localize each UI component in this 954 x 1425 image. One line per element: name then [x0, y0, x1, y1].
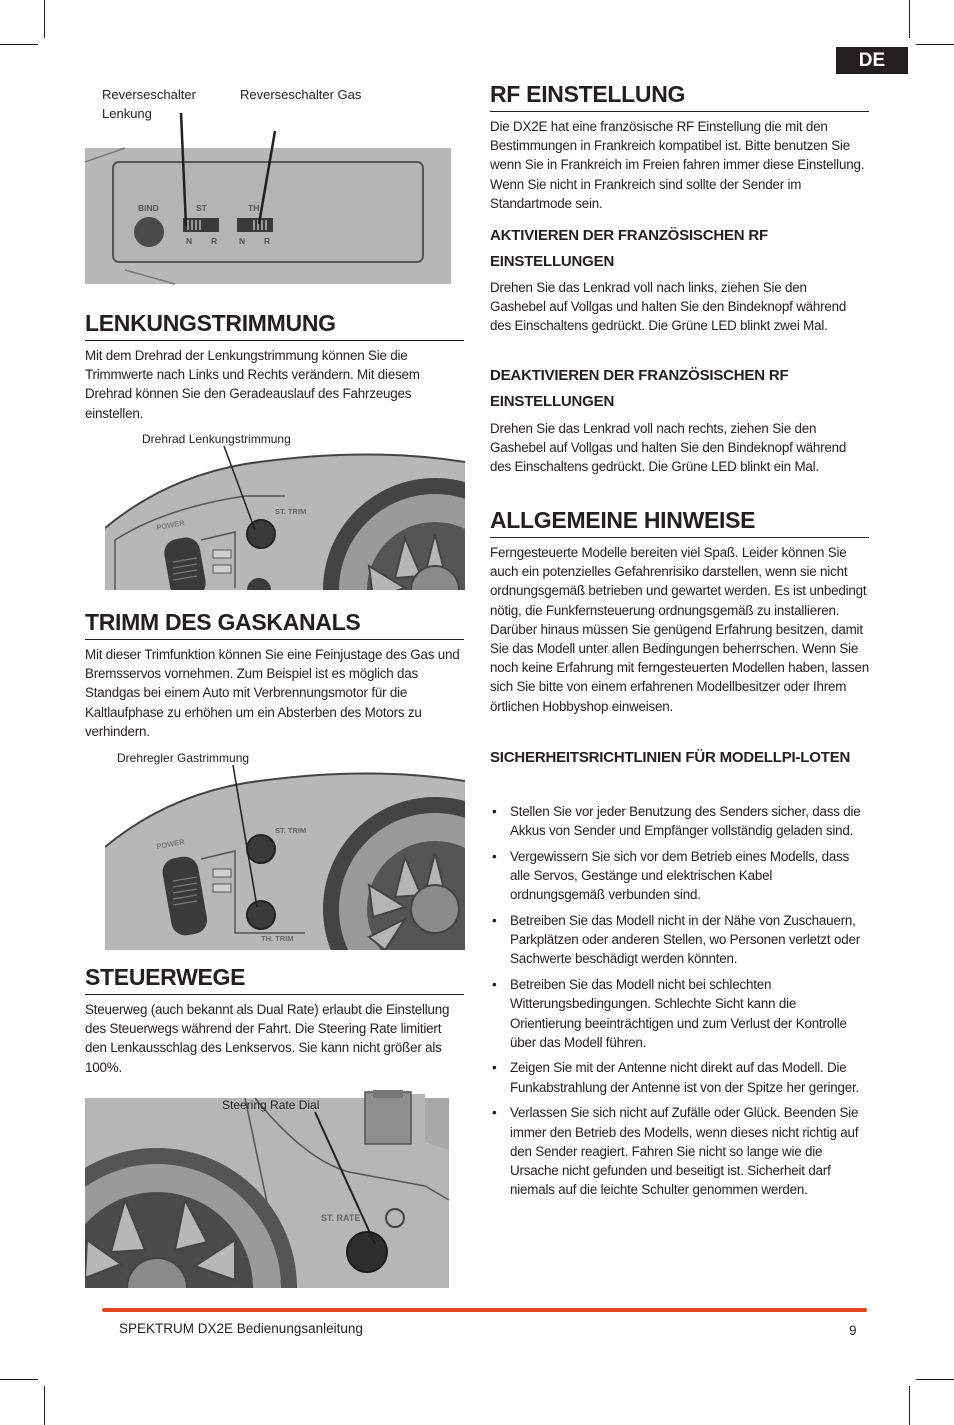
n-label: N — [239, 236, 246, 246]
figure-label-throttle-trim: Drehregler Gastrimmung — [117, 751, 250, 765]
steering-trim-dial[interactable] — [247, 835, 275, 863]
throttle-trim-figure — [105, 757, 465, 950]
figure-label-steering-trim: Drehrad Lenkungstrimmung — [142, 432, 291, 446]
section-title-rf-einstellung: RF EINSTELLUNG — [490, 81, 869, 112]
list-item: • Vergewissern Sie sich vor dem Betrieb eines Modells, dass alle Servos, Gestänge und elektrischen Kabel ordnungsgemäß verbunden sind. — [490, 847, 868, 905]
section-title-steuerwege: STEUERWEGE — [85, 964, 464, 995]
crop-mark — [0, 1379, 38, 1380]
figure-label-throttle-reverse: Reverseschalter Gas — [240, 87, 362, 102]
crop-mark — [44, 0, 45, 38]
section-text-steuerwege: Steuerweg (auch bekannt als Dual Rate) erlaubt die Einstellung des Steuerwegs während der Fahrt. Die Steering Rate limitiert den Lenkausschlag des Lenkservos. Sie kann nicht größer als 100%. — [85, 1002, 450, 1075]
crop-mark — [0, 44, 38, 45]
n-label: N — [186, 236, 193, 246]
footer-title: SPEKTRUM DX2E Bedienungsanleitung — [119, 1321, 363, 1336]
crop-mark — [909, 1386, 910, 1425]
st-label: ST — [196, 203, 207, 213]
list-item: • Zeigen Sie mit der Antenne nicht direkt auf das Modell. Die Funkabstrahlung der Antenne ist von der Spitze her geringer. — [490, 1058, 868, 1096]
reverse-switch-figure — [85, 100, 465, 286]
r-label: R — [264, 236, 271, 246]
r-label: R — [211, 236, 218, 246]
st-trim-label: ST. TRIM — [275, 826, 307, 835]
st-rate-label: ST. RATE — [321, 1213, 361, 1223]
crop-mark — [44, 1386, 45, 1425]
language-tab: DE — [836, 47, 908, 74]
section-title-allgemeine-hinweise: ALLGEMEINE HINWEISE — [490, 507, 869, 538]
section-title-trimm-gaskanal: TRIMM DES GASKANALS — [85, 609, 464, 640]
subsection-text-aktivieren: Drehen Sie das Lenkrad voll nach links, ziehen Sie den Gashebel auf Vollgas und halten Sie den Bindeknopf während des Einschaltens gedrückt. Die Grüne LED blinkt zwei Mal. — [490, 280, 847, 334]
list-item: • Betreiben Sie das Modell nicht in der Nähe von Zuschauern, Parkplätzen oder anderen Stellen, wo Personen verletzt oder Sachwerte beschädigt werden könnten. — [490, 911, 868, 969]
footer-rule — [102, 1308, 867, 1312]
list-item: • Verlassen Sie sich nicht auf Zufälle oder Glück. Beenden Sie immer den Betrieb des Modells, wenn dieses nicht richtig auf den Sender reagiert. Fahren Sie nicht so lange wie die Ursache nicht gefunden und beseitigt ist. Sicherheit darf niemals auf die leichte Schulter genommen werden. — [490, 1103, 868, 1199]
section-text-trimm-gaskanal: Mit dieser Trimfunktion können Sie eine Feinjustage des Gas und Bremsservos vornehmen. Zum Beispiel ist es möglich das Standgas bei einem Auto mit Verbrennungsmotor für die Kaltlaufphase zu erhöhen um ein Absterben des Motors zu verhindern. — [85, 647, 460, 739]
th-trim-label: TH. TRIM — [261, 934, 294, 943]
crop-mark — [916, 1379, 954, 1380]
th-label: TH — [248, 203, 260, 213]
section-text-allgemeine-hinweise: Ferngesteuerte Modelle bereiten viel Spaß. Leider können Sie auch ein potenzielles Gefahrenrisiko darstellen, wenn sie nicht ordnungsgemäß betrieben und gewartet werden. Es ist unbedingt nötig, die Funkfernsteuerung ordnungsgemäß zu installieren. Darüber hinaus müssen Sie genügend Erfahrung besitzen, damit Sie das Modell unter allen Bedingungen beherrschen. Wenn Sie noch keine Erfahrung mit ferngesteuerten Modellen haben, lassen sich Sie bitte von einem erfahrenen Modellbesitzer oder Ihrem örtlichen Hobbyshop einweisen. — [490, 545, 869, 714]
steering-trim-figure — [105, 438, 465, 590]
steering-reverse-switch[interactable] — [183, 218, 219, 232]
steering-rate-figure — [85, 1090, 465, 1288]
crop-mark — [909, 0, 910, 38]
subsection-title-aktivieren: AKTIVIEREN DER FRANZÖSISCHEN RF EINSTELLUNGEN — [490, 227, 768, 270]
bind-label: BIND — [138, 203, 159, 213]
subsection-title-sicherheitsrichtlinien: SICHERHEITSRICHTLINIEN FÜR MODELLPI-LOTEN — [490, 749, 851, 766]
power-label: POWER — [155, 837, 186, 851]
throttle-trim-dial[interactable] — [247, 901, 275, 929]
throttle-reverse-switch[interactable] — [237, 218, 273, 232]
st-trim-label: ST. TRIM — [275, 507, 307, 516]
figure-label-steering-reverse: Reverseschalter Lenkung — [102, 87, 196, 121]
steering-trim-dial[interactable] — [247, 520, 275, 548]
section-text-lenkungstrimmung: Mit dem Drehrad der Lenkungstrimmung können Sie die Trimmwerte nach Links und Rechts verändern. Mit diesem Drehrad können Sie den Geradeauslauf des Fahrzeuges einstellen. — [85, 348, 420, 421]
subsection-text-deaktivieren: Drehen Sie das Lenkrad voll nach rechts, ziehen Sie den Gashebel auf Vollgas und halten Sie den Bindeknopf während des Einschaltens gedrückt. Die Grüne LED blinkt ein Mal. — [490, 421, 847, 475]
power-label: POWER — [155, 518, 186, 532]
subsection-title-deaktivieren: DEAKTIVIEREN DER FRANZÖSISCHEN RF EINSTELLUNGEN — [490, 367, 789, 410]
safety-guidelines-list — [490, 802, 868, 1206]
crop-mark — [916, 44, 954, 45]
page-number: 9 — [849, 1323, 857, 1338]
section-text-rf-einstellung: Die DX2E hat eine französische RF Einstellung die mit den Bestimmungen in Frankreich kompatibel ist. Bitte benutzen Sie wenn Sie in Frankreich im Freien fahren immer diese Einstellung. Wenn Sie nicht in Frankreich sind sollte der Sender im Standartmode sein. — [490, 119, 865, 211]
figure-label-steering-rate: Steering Rate Dial — [222, 1098, 320, 1112]
list-item: • Betreiben Sie das Modell nicht bei schlechten Witterungsbedingungen. Schlechte Sicht kann die Orientierung beeinträchtigen und zum Verlust der Kontrolle über das Modell führen. — [490, 975, 868, 1052]
steering-rate-dial[interactable] — [347, 1232, 387, 1272]
list-item: • Stellen Sie vor jeder Benutzung des Senders sicher, dass die Akkus von Sender und Empfänger vollständig geladen sind. — [490, 802, 868, 840]
section-title-lenkungstrimmung: LENKUNGSTRIMMUNG — [85, 310, 464, 341]
